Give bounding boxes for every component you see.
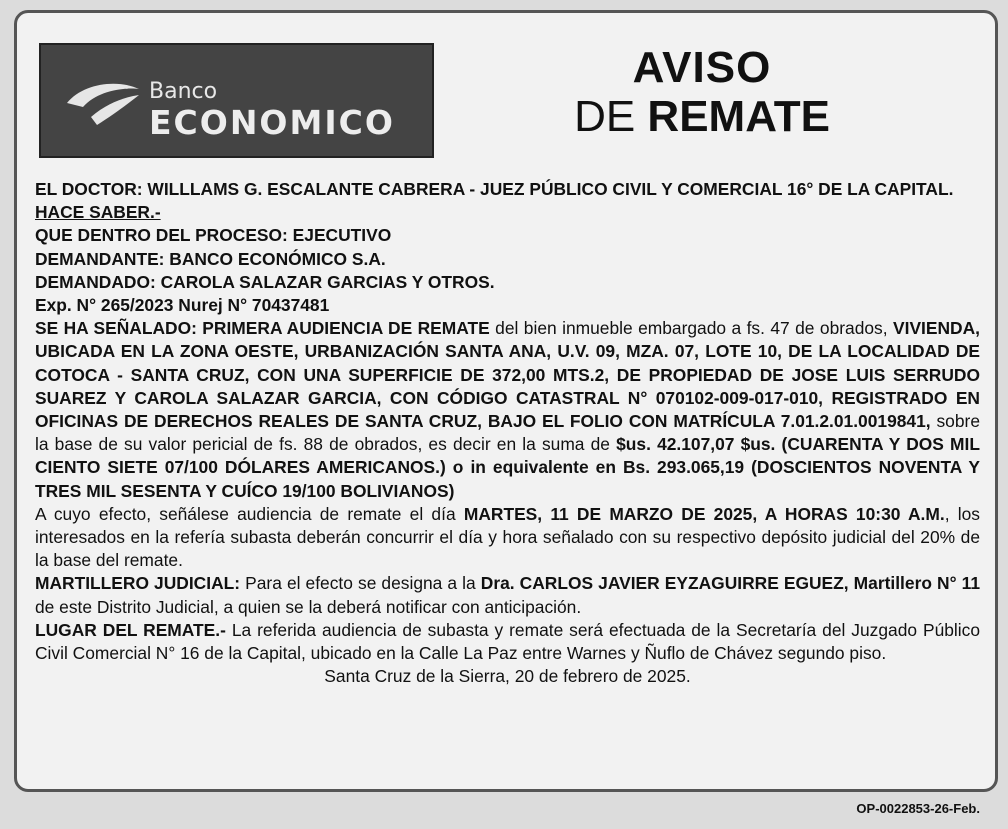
martillero-text-2: de este Distrito Judicial, a quien se la deberá notificar con anticipación. <box>35 596 582 617</box>
equivalent-text: o in equivalente en <box>445 457 623 478</box>
logo-economico-text: ECONOMICO <box>149 103 395 142</box>
senalado-heading: SE HA SEÑALADO: PRIMERA AUDIENCIA DE REMATE <box>35 318 490 339</box>
auction-date: MARTES, 11 DE MARZO DE 2025, A HORAS 10:30 A.M. <box>463 503 945 524</box>
martillero-name: Dra. CARLOS JAVIER EYZAGUIRRE EGUEZ, Martillero N° 11 <box>480 573 980 594</box>
title-aviso: AVISO <box>632 43 772 92</box>
base-text: sobre la base de su valor pericial de fs. 88 de obrados, es decir en la suma de <box>35 411 980 455</box>
title-de: DE <box>574 92 636 142</box>
hace-saber: HACE SABER.- <box>35 202 161 223</box>
notice-frame <box>14 10 998 792</box>
lugar-heading: LUGAR DEL REMATE.- <box>35 619 226 640</box>
demandado-line: DEMANDADO: CAROLA SALAZAR GARCIAS Y OTROS. <box>35 271 495 292</box>
proceso-line: QUE DENTRO DEL PROCESO: EJECUTIVO <box>35 225 392 246</box>
demandante-line: DEMANDANTE: BANCO ECONÓMICO S.A. <box>35 248 386 269</box>
senalado-paragraph <box>35 317 980 503</box>
martillero-heading: MARTILLERO JUDICIAL: <box>35 573 241 594</box>
place-date: Santa Cruz de la Sierra, 20 de febrero de 2025. <box>324 666 691 687</box>
bank-logo <box>39 43 434 158</box>
title-remate-line <box>537 92 867 141</box>
title-remate: REMATE <box>647 92 830 142</box>
amount-usd: $us. 42.107,07 $us. (CUARENTA Y DOS MIL CIENTO SIETE 07/100 DÓLARES AMERICANOS.) <box>35 434 980 478</box>
efecto-text-2: , los interesados en la refería subasta deberán concurrir el día y hora señalado con su respectivo depósito judicial del 20% de la base del remate. <box>35 503 980 571</box>
martillero-paragraph <box>35 572 980 618</box>
amount-bs: Bs. 293.065,19 (DOSCIENTOS NOVENTA Y TRES MIL SESENTA Y CUÍCO 19/100 BOLIVIANOS) <box>35 457 981 501</box>
logo-banco-text: Banco <box>149 79 218 104</box>
senalado-text: del bien inmueble embargado a fs. 47 de obrados, <box>489 318 894 339</box>
judge-line: EL DOCTOR: WILLLAMS G. ESCALANTE CABRERA - JUEZ PÚBLICO CIVIL Y COMERCIAL 16° DE LA CAPITAL. <box>35 179 954 199</box>
notice-body <box>35 178 980 688</box>
expediente-line: Exp. N° 265/2023 Nurej N° 70437481 <box>35 295 330 316</box>
lugar-text: La referida audiencia de subasta y remate será efectuada de la Secretaría del Juzgado Público Civil Comercial N° 16 de la Capital, ubicado en la Calle La Paz entre Warnes y Ñuflo de Chávez segundo piso. <box>35 619 981 664</box>
swoosh-icon <box>63 73 143 133</box>
efecto-text: A cuyo efecto, señálese audiencia de remate el día <box>35 503 464 524</box>
property-description: VIVIENDA, UBICADA EN LA ZONA OESTE, URBANIZACIÓN SANTA ANA, U.V. 09, MZA. 07, LOTE 10, DE LA LOCALIDAD DE COTOCA - SANTA CRUZ, CON UNA SUPERFICIE DE 372,00 MTS.2, DE PROPIEDAD DE JOSE LUIS SERRUDO SUAREZ Y CAROLA SALAZAR GARCIA, CON CÓDIGO CATASTRAL N° 070102-009-017-010, REGISTRADO EN OFICINAS DE DERECHOS REALES DE SANTA CRUZ, BAJO EL FOLIO CON MATRÍCULA 7.01.2.01.0019841, <box>35 318 980 432</box>
lugar-paragraph <box>35 619 980 665</box>
martillero-text: Para el efecto se designa a la <box>240 573 481 594</box>
publication-code: OP-0022853-26-Feb. <box>856 801 980 816</box>
notice-title <box>537 43 867 142</box>
efecto-paragraph <box>35 503 980 573</box>
